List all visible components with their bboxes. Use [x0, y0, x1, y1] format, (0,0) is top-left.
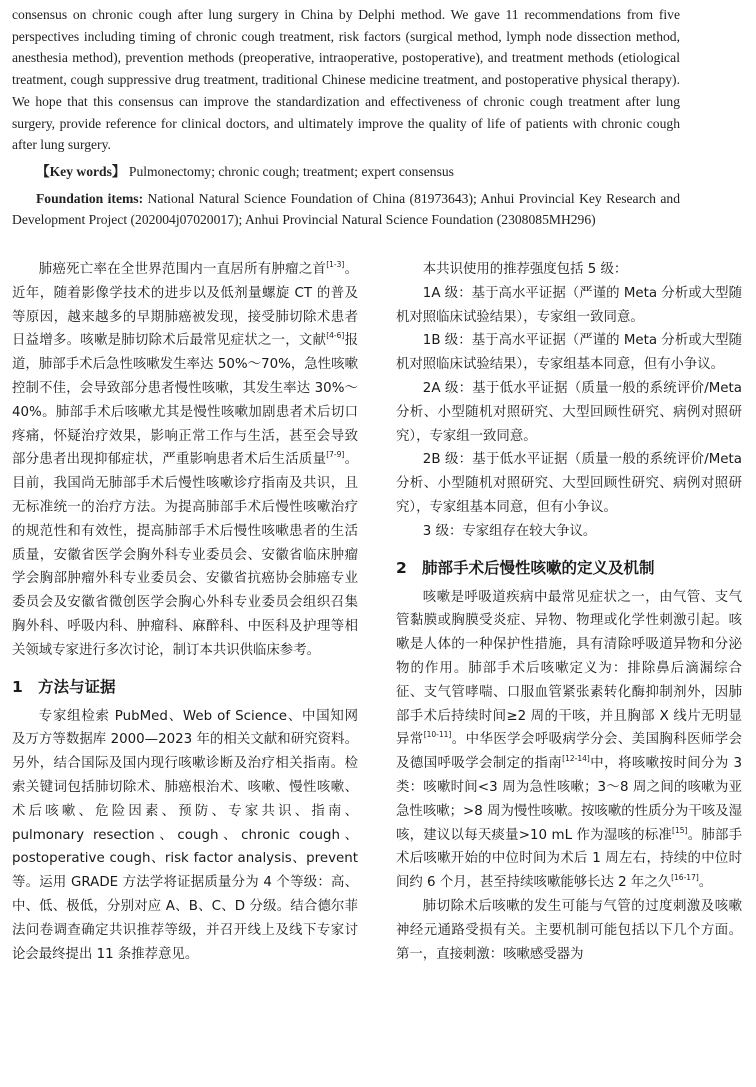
right-column — [396, 258, 742, 966]
left-column — [12, 258, 358, 966]
abstract-paragraph: consensus on chronic cough after lung surgery in China by Delphi method. We gave 11 recommendations from five perspectives including timing of chronic cough treatment, risk factors (surgical method, lymph node dissection method, anesthesia method), prevention methods (preoperative, intraoperative, postoperative), and treatment methods (etiological treatment, cough suppressive drug treatment, traditional Chinese medicine treatment, and postoperative physical therapy). We hope that this consensus can improve the standardization and effectiveness of chronic cough treatment after lung surgery, provide reference for clinical doctors, and ultimately improve the quality of life of patients with chronic cough after lung surgery. — [12, 7, 680, 153]
foundation-text: National Natural Science Foundation of China (81973643); Anhui Provincial Key Research and Development Project (202004j07020017); Anhui Provincial Natural Science Foundation (2308085MH296) — [12, 190, 680, 228]
citation[interactable]: [16-17] — [671, 873, 699, 883]
grade-1a: 1A 级：基于高水平证据（严谨的 Meta 分析或大型随机对照临床试验结果），专家组一致同意。 — [396, 285, 742, 325]
section-2-paragraph-2: 肺切除术后咳嗽的发生可能与气管的过度刺激及咳嗽神经元通路受损有关。主要机制可能包括以下几个方面。第一，直接刺激：咳嗽感受器为 — [396, 898, 742, 962]
section-2-heading: 2 肺部手术后慢性咳嗽的定义及机制 — [396, 558, 655, 577]
foundation-line — [12, 188, 680, 231]
citation[interactable]: [7-9] — [326, 450, 345, 460]
section-2-paragraph: 咳嗽是呼吸道疾病中最常见症状之一，由气管、支气管黏膜或胸膜受炎症、异物、物理或化学性刺激引起。咳嗽是人体的一种保护性措施，具有清除呼吸道异物和分泌物的作用。肺部手术后咳嗽定义为：排除鼻后滴漏综合征、支气管哮喘、口服血管紧张素转化酶抑制剂外，因肺部手术后持续时间≥2 周的干咳，并且胸部 X 线片无明显异常[10-11]。中华医学会呼吸病学分会、美国胸科医师学会及德国呼吸学会制定的指南[12-14]中，将咳嗽按时间分为 3 类：咳嗽时间<3 周为急性咳嗽；3～8 周之间的咳嗽为亚急性咳嗽；>8 周为慢性咳嗽。按咳嗽的性质分为干咳及湿咳，建议以每天痰量>10 mL 作为湿咳的标准[15]。肺部手术后咳嗽开始的中位时间为术后 1 周左右，持续的中位时间约 6 个月，甚至持续咳嗽能够长达 2 年之久[16-17]。 — [396, 589, 743, 891]
grade-3: 3 级：专家组存在较大争议。 — [422, 523, 597, 539]
grade-1b: 1B 级：基于高水平证据（严谨的 Meta 分析或大型随机对照临床试验结果），专家组基本同意，但有小争议。 — [396, 333, 742, 373]
citation[interactable]: [12-14] — [562, 754, 590, 764]
intro-paragraph: 肺癌死亡率在全世界范围内一直居所有肿瘤之首[1-3]。近年，随着影像学技术的进步以及低剂量螺旋 CT 的普及等原因，越来越多的早期肺癌被发现，接受肺切除术患者日益增多。咳嗽是肺切除术后最常见症状之一，文献[4-6]报道，肺部手术后急性咳嗽发生率达 50%～70%，急性咳嗽控制不佳，会导致部分患者慢性咳嗽，其发生率达 30%～40%。肺部手术后咳嗽尤其是慢性咳嗽加剧患者术后切口疼痛，怀疑治疗效果，影响正常工作与生活，甚至会导致部分患者出现抑郁症状，严重影响患者术后生活质量[7-9]。目前，我国尚无肺部手术后慢性咳嗽诊疗指南及共识，且无标准统一的治疗方法。为提高肺部手术后慢性咳嗽治疗的规范性和有效性，提高肺部手术后慢性咳嗽患者的生活质量，安徽省医学会胸外科专业委员会、安徽省临床肿瘤学会胸部肿瘤外科专业委员会、安徽省抗癌协会肺癌专业委员会及安徽省微创医学会胸心外科专业委员会组织召集胸外科、呼吸内科、肿瘤科、麻醉科、中医科及护理等相关领域专家进行多次讨论，制订本共识供临床参考。 — [12, 260, 359, 658]
foundation-label: Foundation items: — [36, 190, 144, 206]
citation[interactable]: [15] — [672, 825, 688, 835]
keywords-label: 【Key words】 — [36, 163, 126, 179]
citation[interactable]: [10-11] — [423, 730, 452, 740]
keywords-text: Pulmonectomy; chronic cough; treatment; expert consensus — [128, 163, 454, 179]
grade-2b: 2B 级：基于低水平证据（质量一般的系统评价/Meta 分析、小型随机对照研究、大型回顾性研究、病例对照研究），专家组基本同意，但有小争议。 — [396, 452, 742, 515]
section-1-heading: 1 方法与证据 — [12, 677, 116, 696]
citation[interactable]: [4-6] — [326, 331, 345, 341]
citation[interactable]: [1-3] — [326, 260, 345, 269]
keywords-line — [12, 161, 680, 183]
section-1-paragraph: 专家组检索 PubMed、Web of Science、中国知网及万方等数据库 2000—2023 年的相关文献和研究资料。另外，结合国际及国内现行咳嗽诊断及治疗相关指南。检索关键词包括肺切除术、肺癌根治术、咳嗽、慢性咳嗽、术后咳嗽、危险因素、预防、专家共识、指南、pulmonary resection、cough、chronic cough、postoperative cough、risk factor analysis、prevent 等。运用 GRADE 方法学将证据质量分为 4 个等级：高、中、低、极低，分别对应 A、B、C、D 分级。结合德尔菲法问卷调查确定共识推荐等级，并召开线上及线下专家讨论会最终提出 11 条推荐意见。 — [12, 708, 358, 962]
grades-intro: 本共识使用的推荐强度包括 5 级： — [422, 262, 628, 277]
english-abstract — [12, 4, 680, 231]
grade-2a: 2A 级：基于低水平证据（质量一般的系统评价/Meta 分析、小型随机对照研究、大型回顾性研究、病例对照研究），专家组一致同意。 — [396, 380, 742, 444]
